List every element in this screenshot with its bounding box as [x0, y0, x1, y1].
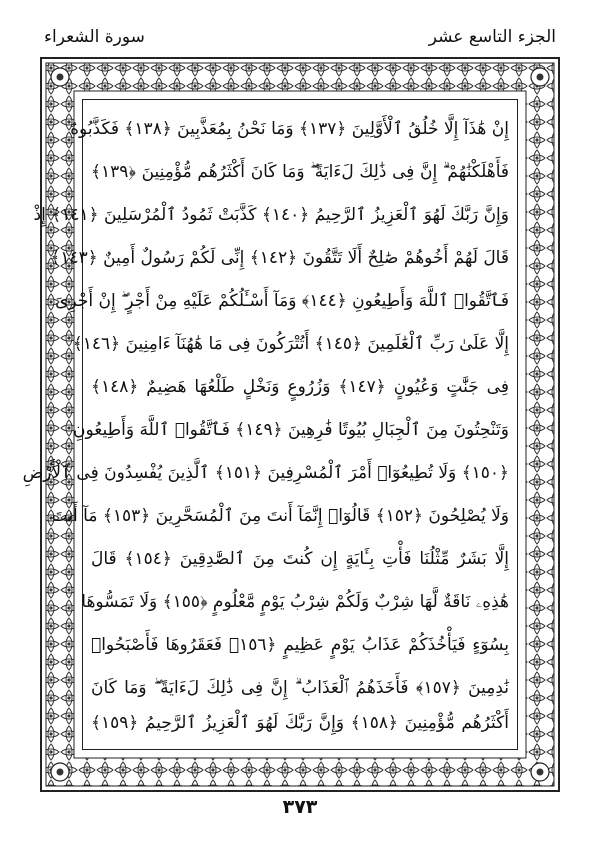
verse-line: إِلَّا عَلَىٰ رَبِّ ٱلْعَٰلَمِينَ ﴿١٤٥﴾ أَتُتْرَكُونَ فِى مَا هَٰهُنَآ ءَامِنِينَ ﴿١٤٦﴾ — [72, 334, 509, 354]
verse-line: وَتَنْحِتُونَ مِنَ ٱلْجِبَالِ بُيُوتًا فَٰرِهِينَ ﴿١٤٩﴾ فَٱتَّقُوا۟ ٱللَّهَ وَأَطِيعُونِ — [73, 420, 509, 440]
page-frame — [22, 57, 560, 792]
page-header — [44, 22, 556, 52]
verse-line: ﴿١٥٠﴾ وَلَا تُطِيعُوٓا۟ أَمْرَ ٱلْمُسْرِفِينَ ﴿١٥١﴾ ٱلَّذِينَ يُفْسِدُونَ فِى ٱلْأَرْضِ — [22, 463, 509, 483]
verse-line: نَٰدِمِينَ ﴿١٥٧﴾ فَأَخَذَهُمُ ٱلْعَذَابُ ۗ إِنَّ فِى ذَٰلِكَ لَءَايَةً ۖ وَمَا كَانَ — [91, 678, 510, 698]
verse-line: هَٰذِهِۦ نَاقَةٌ لَّهَا شِرْبٌ وَلَكُمْ شِرْبُ يَوْمٍ مَّعْلُومٍ ﴿١٥٥﴾ وَلَا تَمَسُّوهَا — [81, 592, 509, 612]
text-panel — [22, 99, 518, 750]
verse-line: وَإِنَّ رَبَّكَ لَهُوَ ٱلْعَزِيزُ ٱلرَّحِيمُ ﴿١٤٠﴾ كَذَّبَتْ ثَمُودُ ٱلْمُرْسَلِينَ ﴿١٤١﴾ إِذْ — [33, 205, 509, 225]
surah-title: سورة الشعراء — [44, 27, 145, 47]
verse-line: قَالَ لَهُمْ أَخُوهُمْ صَٰلِحٌ أَلَا تَتَّقُونَ ﴿١٤٢﴾ إِنِّى لَكُمْ رَسُولٌ أَمِينٌ ﴿١٤٣﴾ — [50, 248, 509, 268]
verse-line: وَلَا يُصْلِحُونَ ﴿١٥٢﴾ قَالُوٓا۟ إِنَّمَآ أَنتَ مِنَ ٱلْمُسَحَّرِينَ ﴿١٥٣﴾ مَآ أَنتَ — [51, 506, 509, 526]
verse-line: أَكْثَرُهُم مُّؤْمِنِينَ ﴿١٥٨﴾ وَإِنَّ رَبَّكَ لَهُوَ ٱلْعَزِيزُ ٱلرَّحِيمُ ﴿١٥٩﴾ — [91, 713, 509, 733]
verse-line: إِلَّا بَشَرٌ مِّثْلُنَا فَأْتِ بِـَٔايَةٍ إِن كُنتَ مِنَ ٱلصَّٰدِقِينَ ﴿١٥٤﴾ قَالَ — [91, 549, 509, 569]
verse-line: بِسُوٓءٍ فَيَأْخُذَكُمْ عَذَابُ يَوْمٍ عَظِيمٍ ﴿١٥٦﴾ فَعَقَرُوهَا فَأَصْبَحُوا۟ — [91, 635, 509, 655]
verse-line: فِى جَنَّٰتٍ وَعُيُونٍ ﴿١٤٧﴾ وَزُرُوعٍ وَنَخْلٍ طَلْعُهَا هَضِيمٌ ﴿١٤٨﴾ — [91, 377, 509, 397]
verse-line: فَٱتَّقُوا۟ ٱللَّهَ وَأَطِيعُونِ ﴿١٤٤﴾ وَمَآ أَسْـَٔلُكُمْ عَلَيْهِ مِنْ أَجْرٍ ۖ إِنْ أَجْرِىَ — [55, 291, 509, 311]
verse-line: إِنْ هَٰذَآ إِلَّا خُلُقُ ٱلْأَوَّلِينَ ﴿١٣٧﴾ وَمَا نَحْنُ بِمُعَذَّبِينَ ﴿١٣٨﴾ فَكَذَّبُوهُ — [70, 119, 509, 139]
verse-line: فَأَهْلَكْنَٰهُمْ ۗ إِنَّ فِى ذَٰلِكَ لَءَايَةً ۖ وَمَا كَانَ أَكْثَرُهُم مُّؤْمِنِينَ ﴿١٣٩﴾ — [91, 162, 509, 182]
page-number: ٣٧٣ — [282, 796, 318, 818]
juz-title: الجزء التاسع عشر — [428, 27, 556, 47]
